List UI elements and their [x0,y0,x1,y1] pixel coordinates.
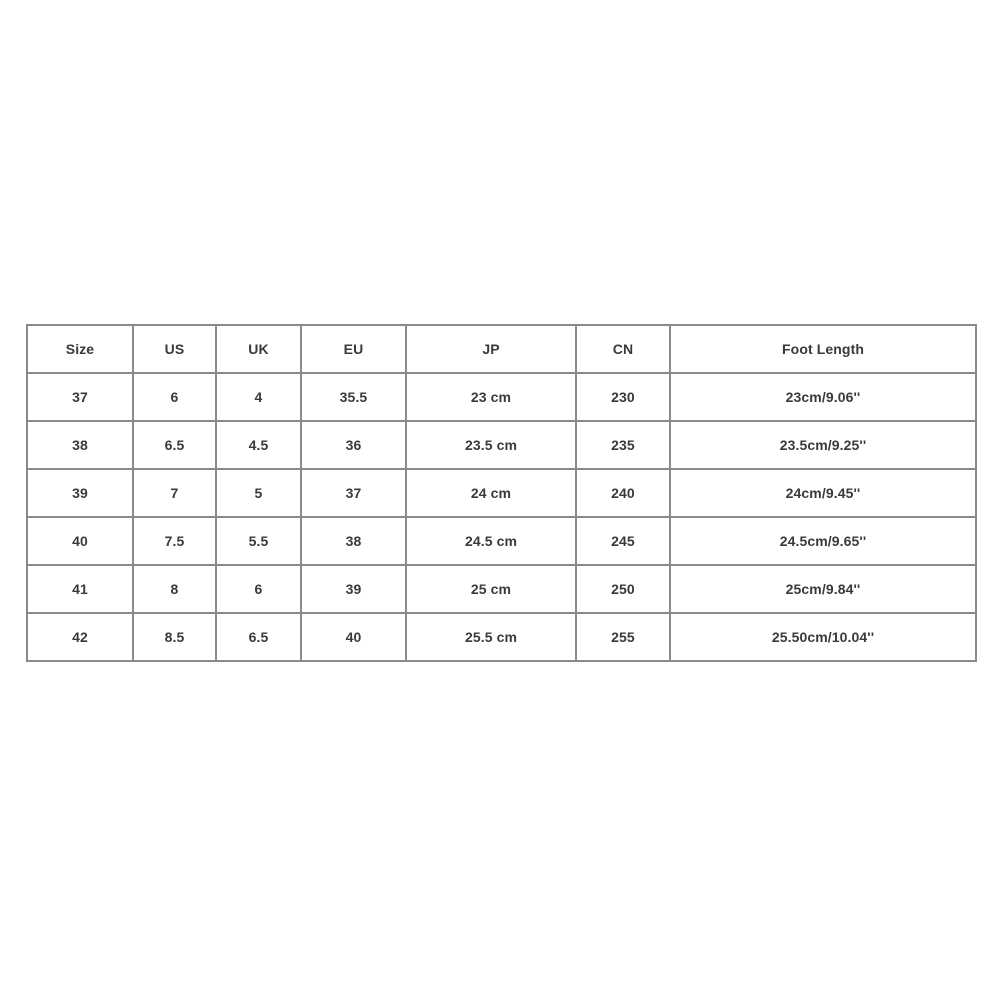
cell-foot-length: 25.50cm/10.04'' [670,613,976,661]
cell-size: 40 [27,517,133,565]
cell-us: 7.5 [133,517,216,565]
cell-us: 8.5 [133,613,216,661]
cell-foot-length: 24.5cm/9.65'' [670,517,976,565]
header-eu: EU [301,325,406,373]
cell-uk: 4.5 [216,421,301,469]
cell-eu: 36 [301,421,406,469]
cell-size: 37 [27,373,133,421]
cell-jp: 24 cm [406,469,576,517]
cell-uk: 4 [216,373,301,421]
cell-cn: 230 [576,373,670,421]
header-size: Size [27,325,133,373]
cell-jp: 23.5 cm [406,421,576,469]
header-foot-length: Foot Length [670,325,976,373]
cell-cn: 240 [576,469,670,517]
header-uk: UK [216,325,301,373]
cell-cn: 245 [576,517,670,565]
table-row [27,613,976,661]
header-jp: JP [406,325,576,373]
cell-us: 6.5 [133,421,216,469]
cell-cn: 255 [576,613,670,661]
cell-size: 38 [27,421,133,469]
cell-jp: 23 cm [406,373,576,421]
header-row [27,325,976,373]
cell-cn: 235 [576,421,670,469]
table-row [27,517,976,565]
cell-foot-length: 24cm/9.45'' [670,469,976,517]
cell-uk: 5 [216,469,301,517]
cell-uk: 5.5 [216,517,301,565]
cell-uk: 6 [216,565,301,613]
table-row [27,421,976,469]
cell-size: 41 [27,565,133,613]
cell-jp: 25.5 cm [406,613,576,661]
cell-jp: 25 cm [406,565,576,613]
cell-eu: 39 [301,565,406,613]
cell-cn: 250 [576,565,670,613]
table-row [27,373,976,421]
cell-foot-length: 25cm/9.84'' [670,565,976,613]
cell-eu: 40 [301,613,406,661]
cell-us: 6 [133,373,216,421]
cell-jp: 24.5 cm [406,517,576,565]
size-chart-table [26,324,977,662]
cell-foot-length: 23.5cm/9.25'' [670,421,976,469]
cell-foot-length: 23cm/9.06'' [670,373,976,421]
header-cn: CN [576,325,670,373]
cell-eu: 37 [301,469,406,517]
cell-size: 39 [27,469,133,517]
cell-size: 42 [27,613,133,661]
table-row [27,565,976,613]
cell-eu: 38 [301,517,406,565]
cell-us: 7 [133,469,216,517]
cell-uk: 6.5 [216,613,301,661]
header-us: US [133,325,216,373]
cell-us: 8 [133,565,216,613]
cell-eu: 35.5 [301,373,406,421]
table-row [27,469,976,517]
